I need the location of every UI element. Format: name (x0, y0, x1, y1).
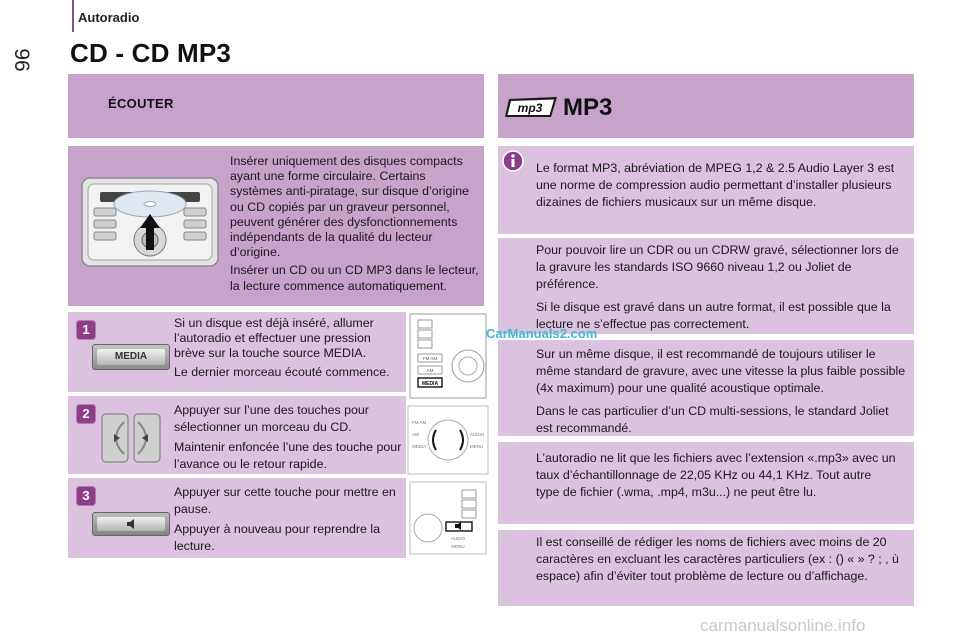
step-3-paragraph-1: Appuyer sur cette touche pour mettre en pause. (174, 485, 396, 516)
step-2-text (174, 402, 402, 476)
header-accent-line (72, 0, 74, 32)
mute-icon (97, 517, 165, 531)
mp3-block-4-paragraph-1: Il est conseillé de rédiger les noms de fichiers avec moins de 20 caractères en excluant les caractères particuliers (ex : () « » ? ; , ù espace) afin d’éviter tout problème de lecture ou d’affichage. (536, 535, 899, 584)
fm-am-label-2: FM AM (412, 420, 427, 425)
mp3-block-4-text (536, 534, 908, 591)
step-2-paragraph-1: Appuyer sur l’une des touches pour sélectionner un morceau du CD. (174, 403, 369, 434)
mp3-block-2-paragraph-2: Dans le cas particulier d’un CD multi-sessions, le standard Joliet est recommandé. (536, 403, 889, 435)
section-label: Autoradio (78, 10, 140, 25)
media-button-illustration (92, 344, 170, 370)
mp3-header-panel (498, 74, 914, 138)
mp3-block-3-paragraph-1: L’autoradio ne lit que les fichiers avec l’extension «.mp3» avec un taux d’échantillonnage de 22,05 KHz ou 44,1 KHz. Tout autre type de fichier (.wma, .mp4, m3u...) ne peut être lu. (536, 451, 896, 500)
mp3-logo-text: mp3 (517, 101, 543, 115)
step-1-badge: 1 (76, 320, 96, 340)
mp3-block-1-paragraph-2: Si le disque est gravé dans un autre format, il est possible que la lecture ne s’effectue pas correctement. (536, 299, 891, 331)
footer-watermark: carmanualsonline.info (700, 616, 866, 635)
insert-disc-paragraph-1: Insérer uniquement des disques compacts ayant une forme circulaire. Certains systèmes anti-piratage, sur disque d’origine ou CD copiés par un graveur personnel, peuvent générer des dysfonctionnements indépendants de la qualité du lecteur d’origine. (230, 154, 469, 260)
am-label: AM (426, 368, 434, 373)
audio-label: AUDIO (470, 432, 485, 437)
radio-sketch-tracks (406, 404, 490, 476)
media-label-2: MEDIA (412, 444, 427, 449)
media-button-label: MEDIA (97, 349, 165, 365)
page-title: CD - CD MP3 (70, 38, 232, 68)
radio-sketch-media (406, 310, 490, 402)
step-3-text (174, 484, 402, 558)
mp3-info-text: Le format MP3, abréviation de MPEG 1,2 & 2.5 Audio Layer 3 est une norme de compression audio permettant d’installer plusieurs dizaines de fichiers musicaux sur un même disque. (536, 161, 895, 210)
track-buttons-illustration (100, 412, 162, 464)
mp3-heading: MP3 (563, 94, 613, 121)
step-1-text (174, 316, 402, 383)
audio-label-3: AUDIO (450, 536, 466, 541)
radio-cd-insert-illustration (80, 168, 220, 270)
fm-am-label: FM AM (422, 356, 438, 361)
media-label: MEDIA (421, 381, 439, 387)
step-1-paragraph-1: Si un disque est déjà inséré, allumer l’autoradio et effectuer une pression brève sur la touche source MEDIA. (174, 316, 374, 361)
mp3-block-1-text (536, 242, 906, 338)
radio-sketch-pause (406, 478, 490, 558)
step-2-paragraph-2: Maintenir enfoncée l’une des touche pour l’avance ou le retour rapide. (174, 440, 402, 471)
watermark-text: CarManuals2.com (486, 326, 598, 341)
listen-heading: ÉCOUTER (108, 96, 174, 111)
menu-label: MENU (470, 444, 484, 449)
info-icon (502, 150, 524, 172)
am-label-2: AM (412, 432, 419, 437)
step-1-paragraph-2: Le dernier morceau écouté commence. (174, 364, 390, 379)
page-number: 96 (10, 48, 33, 72)
mp3-block-1-paragraph-1: Pour pouvoir lire un CDR ou un CDRW gravé, sélectionner lors de la gravure les standards ISO 9660 niveau 1,2 ou Joliet de préférence. (536, 243, 899, 292)
mp3-block-3-text (536, 450, 896, 507)
mp3-block-2-text (536, 346, 908, 442)
mp3-block-2-paragraph-1: Sur un même disque, il est recommandé de toujours utiliser le même standard de gravure, avec une vitesse la plus faible possible (4x maximum) pour une qualité acoustique optimale. (536, 347, 906, 396)
step-3-paragraph-2: Appuyer à nouveau pour reprendre la lecture. (174, 522, 380, 553)
mp3-logo-icon (503, 95, 559, 119)
step-3-badge: 3 (76, 486, 96, 506)
insert-disc-text (230, 154, 480, 297)
pause-button-face (97, 517, 165, 531)
step-2-badge: 2 (76, 404, 96, 424)
menu-label-3: MENU (451, 544, 465, 549)
insert-disc-paragraph-2: Insérer un CD ou un CD MP3 dans le lecteur, la lecture commence automatiquement. (230, 263, 479, 293)
pause-button-illustration (92, 512, 170, 536)
